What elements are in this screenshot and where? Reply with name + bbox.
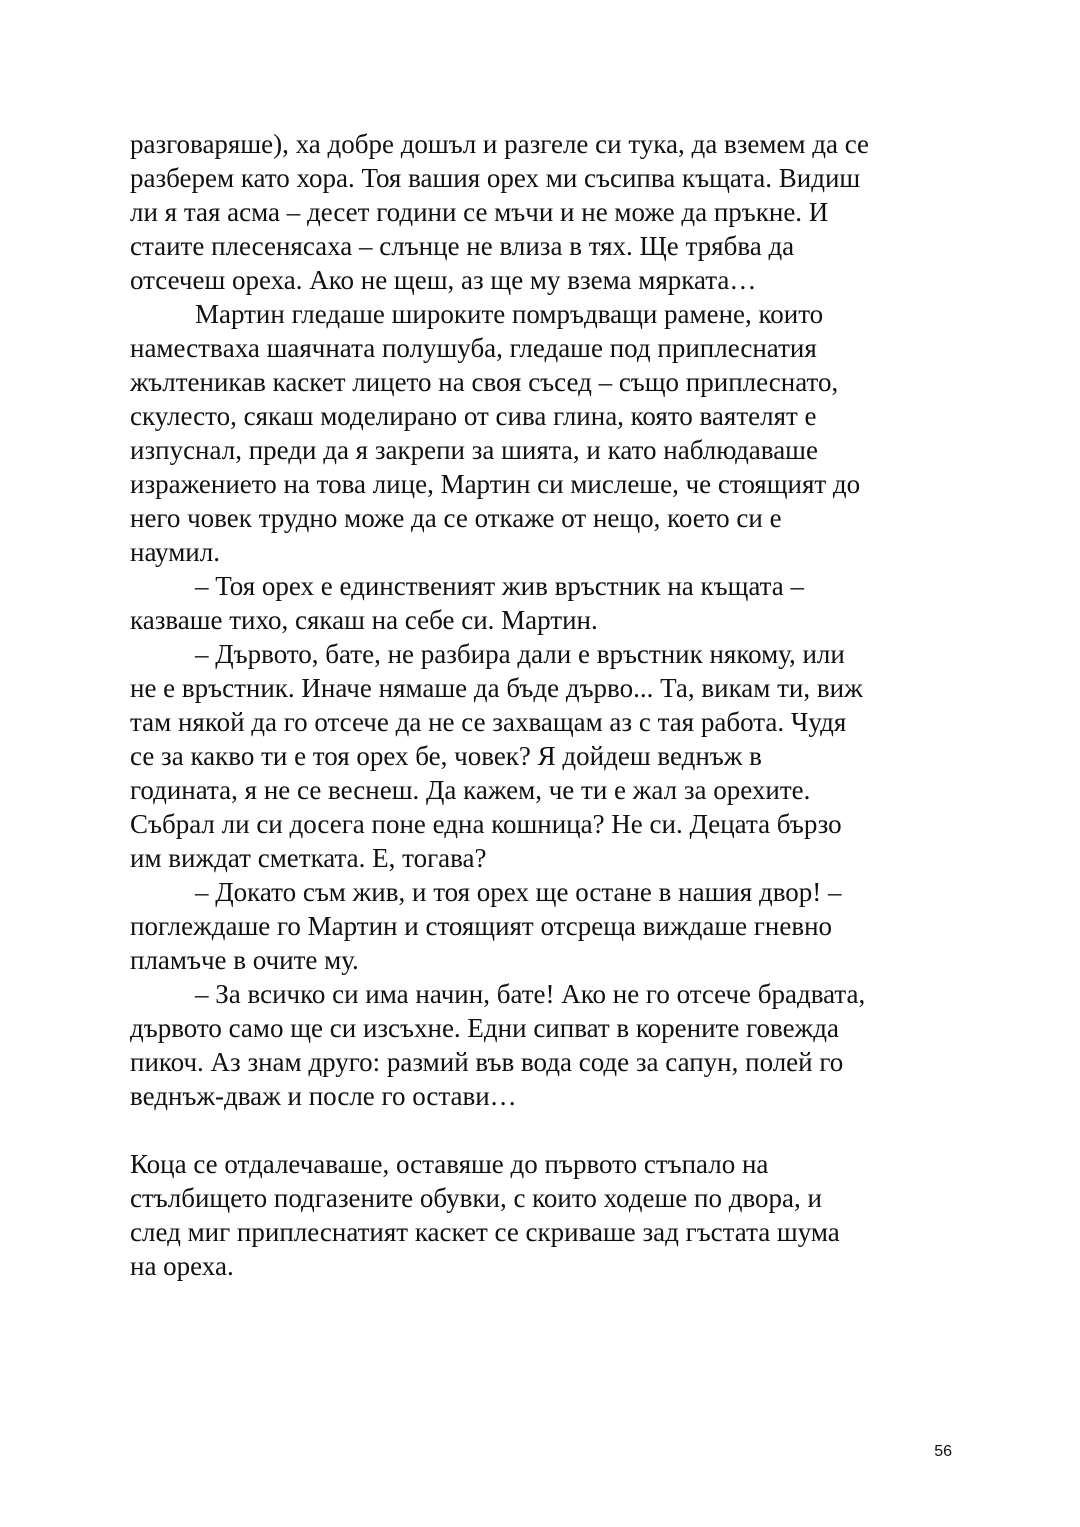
text-line: не е връстник. Иначе нямаше да бъде дърво... Та, викам ти, виж — [130, 673, 863, 703]
text-line: разговаряше), ха добре дошъл и разгеле си тука, да вземем да се — [130, 129, 870, 159]
text-line: там някой да го отсече да не се захващам аз с тая работа. Чудя — [130, 707, 847, 737]
text-line: стълбището подгазените обувки, с които ходеше по двора, и — [130, 1183, 822, 1213]
paragraph-4 — [130, 637, 960, 875]
text-line: пикоч. Аз знам друго: размий във вода соде за сапун, полей го — [130, 1047, 844, 1077]
text-line: – За всичко си има начин, бате! Ако не го отсече брадвата, — [195, 979, 866, 1009]
paragraph-spacer — [130, 1113, 960, 1147]
paragraph-5 — [130, 875, 960, 977]
text-line: отсечеш ореха. Ако не щеш, аз ще му взема мярката… — [130, 265, 757, 295]
text-line: им виждат сметката. Е, тогава? — [130, 843, 487, 873]
text-line: жълтеникав каскет лицето на своя съсед – също приплеснато, — [130, 367, 839, 397]
text-line: след миг приплеснатият каскет се скриваше зад гъстата шума — [130, 1217, 840, 1247]
text-line: Събрал ли си досега поне една кошница? Не си. Децата бързо — [130, 809, 842, 839]
text-line: – Тоя орех е единственият жив връстник на къщата – — [195, 571, 805, 601]
text-line: – Докато съм жив, и тоя орех ще остане в нашия двор! – — [195, 877, 842, 907]
text-line: изражението на това лице, Мартин си мислеше, че стоящият до — [130, 469, 861, 499]
paragraph-2 — [130, 297, 960, 569]
text-line: веднъж-дваж и после го остави… — [130, 1081, 517, 1111]
text-line: годината, я не се веснеш. Да кажем, че ти е жал за орехите. — [130, 775, 811, 805]
paragraph-7 — [130, 1147, 960, 1283]
text-line: поглеждаше го Мартин и стоящият отсреща виждаше гневно — [130, 911, 833, 941]
text-line: изпуснал, преди да я закрепи за шията, и като наблюдаваше — [130, 435, 818, 465]
text-line: се за какво ти е тоя орех бе, човек? Я дойдеш веднъж в — [130, 741, 762, 771]
paragraph-1 — [130, 127, 960, 297]
body-text — [130, 127, 960, 1283]
text-line: – Дървото, бате, не разбира дали е връстник някому, или — [195, 639, 845, 669]
text-line: скулесто, сякаш моделирано от сива глина, която ваятелят е — [130, 401, 817, 431]
text-line: наумил. — [130, 537, 220, 567]
text-line: стаите плесенясаха – слънце не влиза в тях. Ще трябва да — [130, 231, 795, 261]
text-line: Мартин гледаше широките помръдващи рамене, които — [195, 299, 824, 329]
text-line: него човек трудно може да се откаже от нещо, което си е — [130, 503, 782, 533]
text-line: пламъче в очите му. — [130, 945, 359, 975]
text-line: дървото само ще си изсъхне. Едни сипват в корените говежда — [130, 1013, 839, 1043]
paragraph-3 — [130, 569, 960, 637]
page-number: 56 — [934, 1443, 952, 1460]
text-line: на ореха. — [130, 1251, 234, 1281]
text-line: казваше тихо, сякаш на себе си. Мартин. — [130, 605, 598, 635]
text-line: ли я тая асма – десет години се мъчи и не може да пръкне. И — [130, 197, 829, 227]
text-line: разберем като хора. Тоя вашия орех ми съсипва къщата. Видиш — [130, 163, 861, 193]
text-line: Коца се отдалечаваше, оставяше до първото стъпало на — [130, 1149, 769, 1179]
text-line: намествaха шаячната полушуба, гледаше под приплеснатия — [130, 333, 817, 363]
paragraph-6 — [130, 977, 960, 1113]
